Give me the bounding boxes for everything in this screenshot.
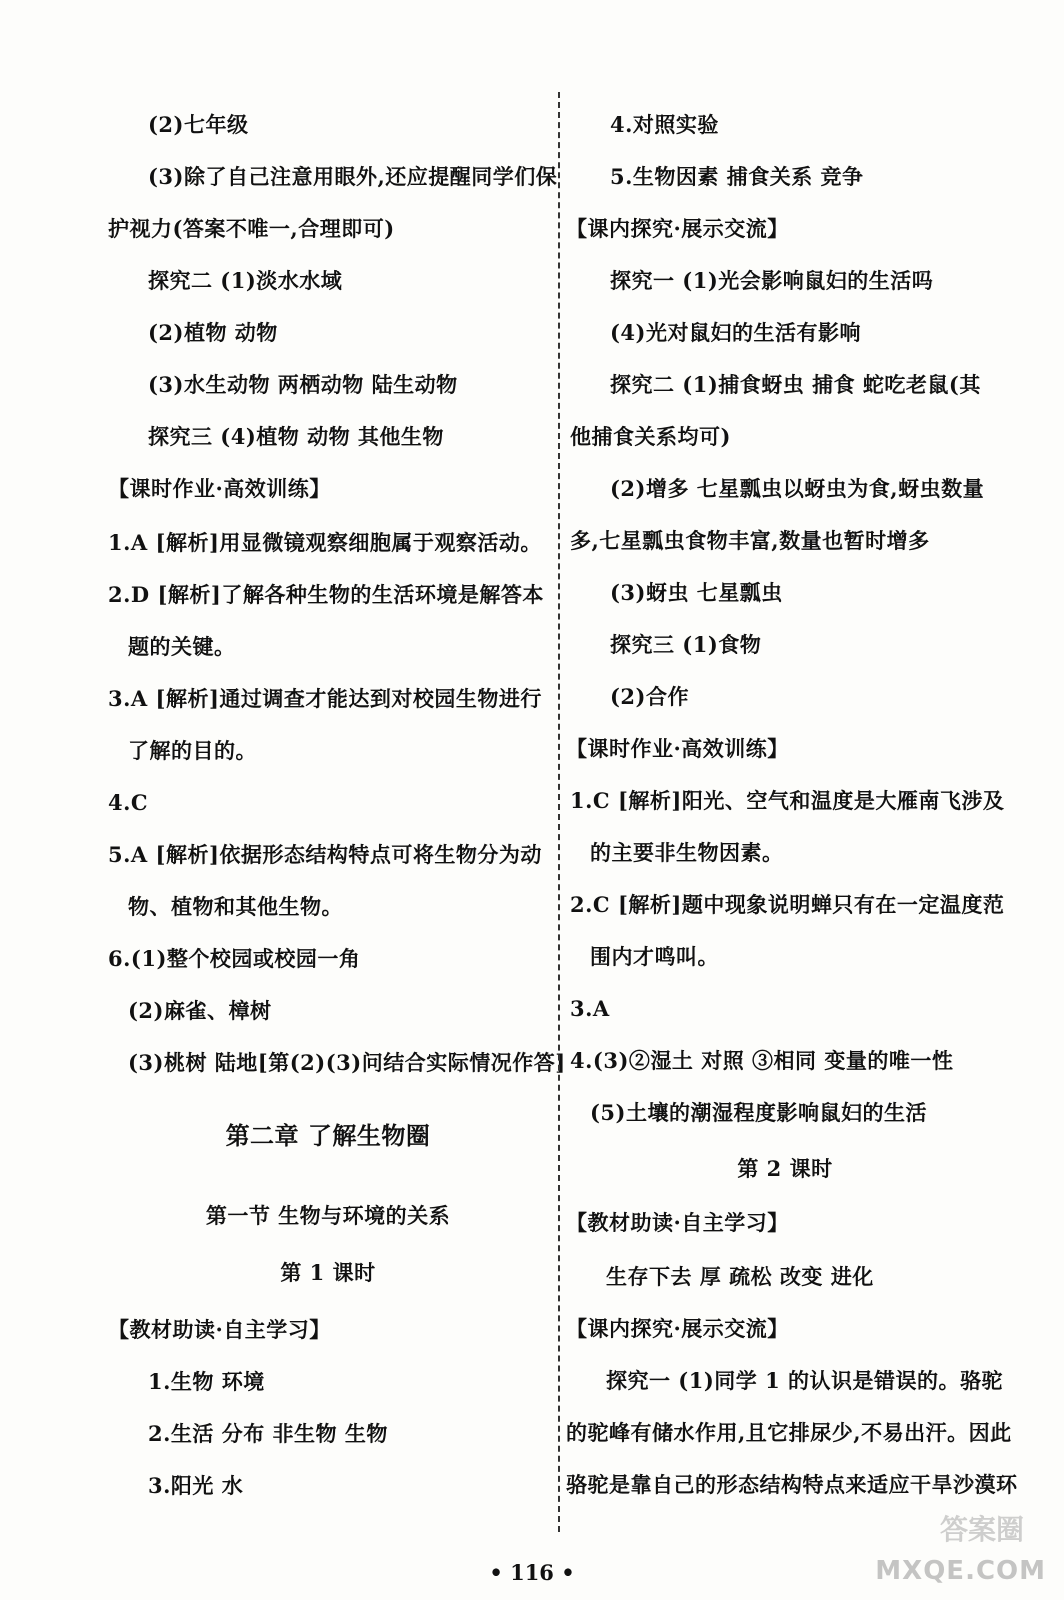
text-line: 了解的目的。 xyxy=(128,738,257,763)
section-heading: 【课时作业·高效训练】 xyxy=(108,476,331,501)
section-heading: 【课内探究·展示交流】 xyxy=(566,1316,789,1341)
text-line: 1.A [解析]用显微镜观察细胞属于观察活动。 xyxy=(108,530,542,555)
text-line: 5.生物因素 捕食关系 竞争 xyxy=(610,164,864,189)
text-line: 4.(3)②湿土 对照 ③相同 变量的唯一性 xyxy=(570,1048,954,1073)
watermark: MXQE.COM xyxy=(875,1556,1046,1586)
text-line: 的主要非生物因素。 xyxy=(590,840,784,865)
lesson-title: 第 2 课时 xyxy=(737,1156,833,1181)
text-line: 生存下去 厚 疏松 改变 进化 xyxy=(606,1264,874,1289)
text-line: 1.C [解析]阳光、空气和温度是大雁南飞涉及 xyxy=(570,788,1005,813)
text-line: (2)合作 xyxy=(610,684,689,709)
text-line: (2)麻雀、樟树 xyxy=(128,998,272,1023)
text-line: (3)桃树 陆地[第(2)(3)问结合实际情况作答] xyxy=(128,1050,566,1075)
section-heading: 【课内探究·展示交流】 xyxy=(566,216,789,241)
text-line: 他捕食关系均可) xyxy=(570,424,731,449)
section-title: 第一节 生物与环境的关系 xyxy=(205,1203,451,1228)
text-line: (3)除了自己注意用眼外,还应提醒同学们保 xyxy=(148,164,558,189)
text-line: 题的关键。 xyxy=(128,634,236,659)
text-line: 多,七星瓢虫食物丰富,数量也暂时增多 xyxy=(570,528,930,553)
text-line: 探究三 (1)食物 xyxy=(610,632,762,657)
text-line: 探究三 (4)植物 动物 其他生物 xyxy=(148,424,444,449)
text-line: 3.A [解析]通过调查才能达到对校园生物进行 xyxy=(108,686,542,711)
text-line: 物、植物和其他生物。 xyxy=(128,894,343,919)
section-heading: 【教材助读·自主学习】 xyxy=(566,1210,789,1235)
text-line: (3)蚜虫 七星瓢虫 xyxy=(610,580,783,605)
text-line: 3.A xyxy=(570,996,610,1021)
text-line: 4.C xyxy=(108,790,149,815)
text-line: 探究二 (1)淡水水域 xyxy=(148,268,343,293)
text-line: 骆驼是靠自己的形态结构特点来适应干旱沙漠环 xyxy=(566,1472,1018,1497)
text-line: 5.A [解析]依据形态结构特点可将生物分为动 xyxy=(108,842,542,867)
text-line: (5)土壤的潮湿程度影响鼠妇的生活 xyxy=(590,1100,927,1125)
text-line: (2)七年级 xyxy=(148,112,249,137)
chapter-title: 第二章 了解生物圈 xyxy=(225,1121,431,1150)
text-line: 护视力(答案不唯一,合理即可) xyxy=(108,216,395,241)
text-line: 4.对照实验 xyxy=(610,112,719,137)
text-line: 2.生活 分布 非生物 生物 xyxy=(148,1421,388,1446)
text-line: (2)增多 七星瓢虫以蚜虫为食,蚜虫数量 xyxy=(610,476,985,501)
lesson-title: 第 1 课时 xyxy=(280,1260,376,1285)
page-number: • 116 • xyxy=(489,1560,575,1585)
text-line: (4)光对鼠妇的生活有影响 xyxy=(610,320,861,345)
text-line: (2)植物 动物 xyxy=(148,320,278,345)
column-divider xyxy=(558,92,560,1532)
text-line: 探究一 (1)同学 1 的认识是错误的。骆驼 xyxy=(606,1368,1004,1393)
text-line: 6.(1)整个校园或校园一角 xyxy=(108,946,361,971)
text-line: 探究一 (1)光会影响鼠妇的生活吗 xyxy=(610,268,934,293)
text-line: 探究二 (1)捕食蚜虫 捕食 蛇吃老鼠(其 xyxy=(610,372,981,397)
text-line: 围内才鸣叫。 xyxy=(590,944,719,969)
text-line: 的驼峰有储水作用,且它排尿少,不易出汗。因此 xyxy=(566,1420,1012,1445)
text-line: 1.生物 环境 xyxy=(148,1369,265,1394)
text-line: 3.阳光 水 xyxy=(148,1473,244,1498)
text-line: 2.C [解析]题中现象说明蝉只有在一定温度范 xyxy=(570,892,1005,917)
text-line: 2.D [解析]了解各种生物的生活环境是解答本 xyxy=(108,582,544,607)
section-heading: 【课时作业·高效训练】 xyxy=(566,736,789,761)
section-heading: 【教材助读·自主学习】 xyxy=(108,1317,331,1342)
watermark-logo: 答案圈 xyxy=(939,1513,1024,1546)
text-line: (3)水生动物 两栖动物 陆生动物 xyxy=(148,372,458,397)
